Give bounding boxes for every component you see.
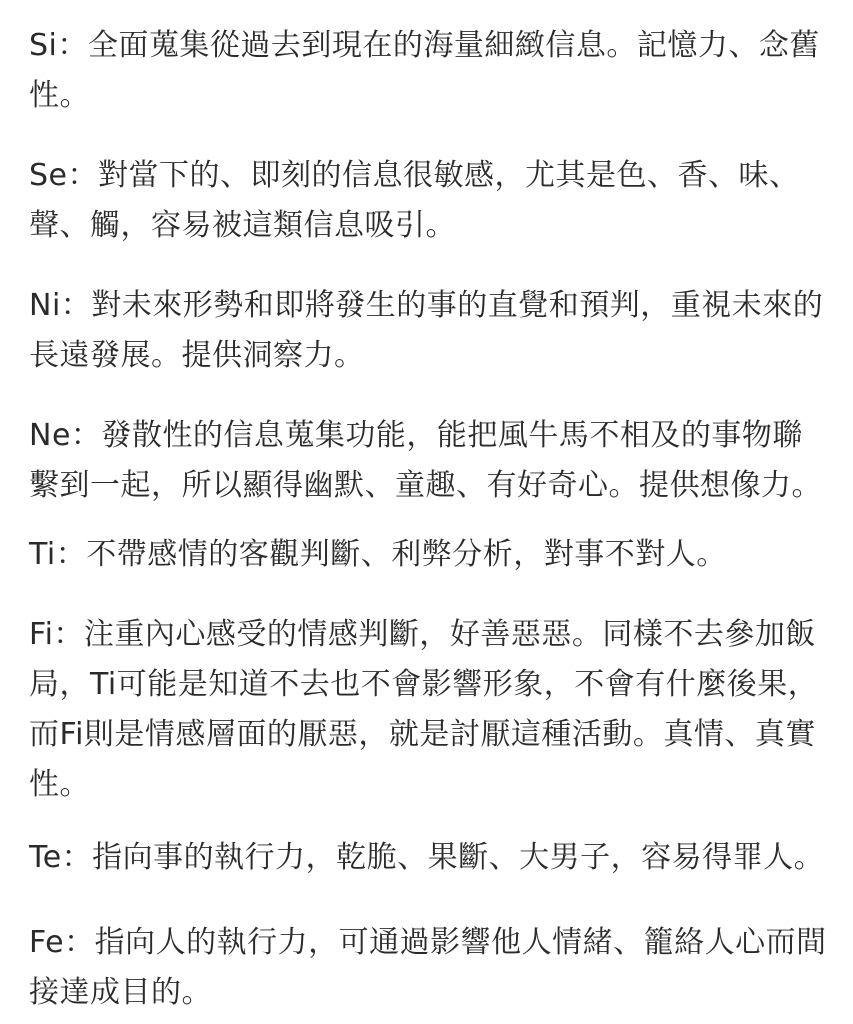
paragraph-line: Ti：不帶感情的客觀判斷、利弊分析，對事不對人。 xyxy=(29,537,727,572)
paragraph-si xyxy=(29,21,829,121)
paragraph-line: Ni：對未來形勢和即將發生的事的直覺和預判，重視未來的 xyxy=(29,288,824,323)
paragraph-line: 繫到一起，所以顯得幽默、童趣、有好奇心。提供想像力。 xyxy=(29,468,822,503)
paragraph-line: Ne：發散性的信息蒐集功能，能把風牛馬不相及的事物聯 xyxy=(29,418,803,453)
paragraph-line: 局，Ti可能是知道不去也不會影響形象，不會有什麼後果， xyxy=(29,667,819,702)
paragraph-line: 性。 xyxy=(29,78,90,113)
paragraph-line: Te：指向事的執行力，乾脆、果斷、大男子，容易得罪人。 xyxy=(29,840,825,875)
paragraph-line: 長遠發展。提供洞察力。 xyxy=(29,338,365,373)
paragraph-se xyxy=(29,151,829,251)
paragraph-ne xyxy=(29,411,829,511)
paragraph-line: Fi：注重內心感受的情感判斷，好善惡惡。同樣不去參加飯 xyxy=(29,617,816,652)
paragraph-ti xyxy=(29,530,829,580)
paragraph-line: 聲、觸，容易被這類信息吸引。 xyxy=(29,208,456,243)
paragraph-line: Si：全面蒐集從過去到現在的海量細緻信息。記憶力、念舊 xyxy=(29,28,820,63)
paragraph-te xyxy=(29,833,829,883)
paragraph-line: Se：對當下的、即刻的信息很敏感，尤其是色、香、味、 xyxy=(29,158,800,193)
paragraph-fi xyxy=(29,610,829,810)
paragraph-line: 而Fi則是情感層面的厭惡，就是討厭這種活動。真情、真實 xyxy=(29,717,816,752)
paragraph-fe xyxy=(29,918,829,1018)
paragraph-line: Fe：指向人的執行力，可通過影響他人情緒、籠絡人心而間 xyxy=(29,925,827,960)
paragraph-ni xyxy=(29,281,829,381)
paragraph-line: 性。 xyxy=(29,767,90,802)
paragraph-line: 接達成目的。 xyxy=(29,975,212,1010)
